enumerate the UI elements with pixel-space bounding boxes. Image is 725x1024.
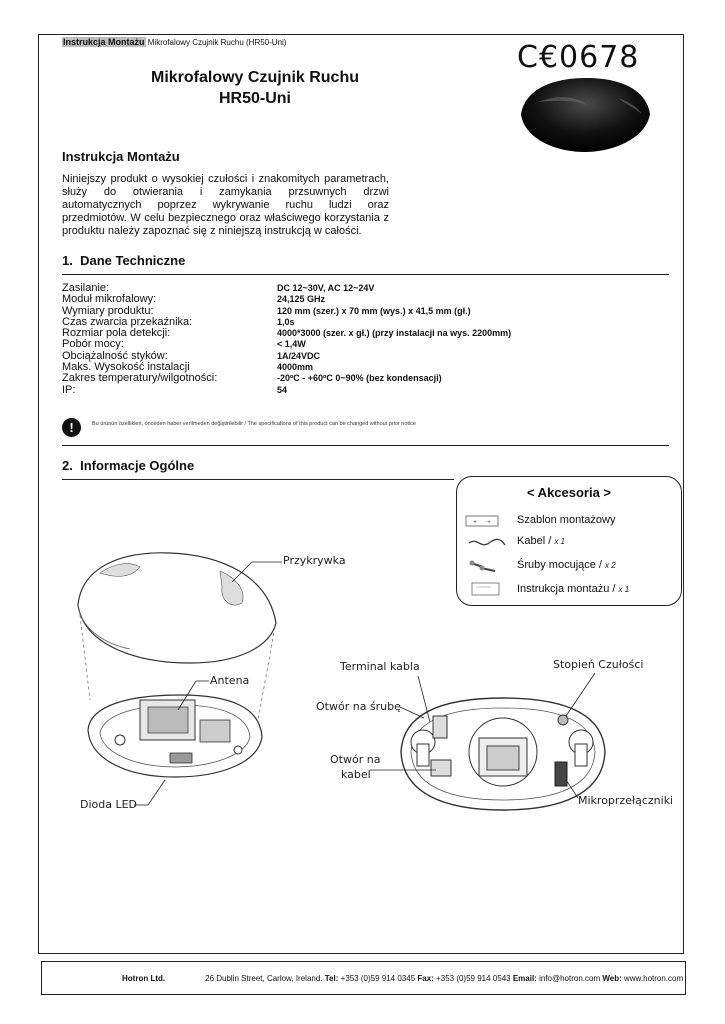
footer-email[interactable]: info@hotron.com: [539, 974, 601, 983]
label-cable-hole-2: kabel: [341, 768, 371, 781]
section2-number: 2.: [62, 458, 73, 473]
section2-title: Informacje Ogólne: [80, 458, 195, 473]
spec-label: Wymiary produktu:: [62, 304, 154, 317]
spec-value: 120 mm (szer.) x 70 mm (wys.) x 41,5 mm (gł.): [277, 305, 471, 316]
label-screw-hole: Otwór na śrubę: [316, 700, 401, 713]
section1-number: 1.: [62, 253, 73, 268]
spec-label: Czas zwarcia przekaźnika:: [62, 315, 193, 328]
header-doc-type: Instrukcja Montażu: [63, 37, 145, 47]
spec-label: Maks. Wysokość instalacji: [62, 361, 190, 374]
spec-value: -20ºC - +60ºC 0~90% (bez kondensacji): [277, 373, 442, 384]
warning-icon: !: [62, 418, 81, 437]
label-cable-terminal: Terminal kabla: [340, 660, 420, 673]
spec-label: Zasilanie:: [62, 282, 110, 294]
footer-tel: +353 (0)59 914 0345: [340, 974, 416, 983]
intro-heading: Instrukcja Montażu: [62, 149, 180, 164]
spec-label: IP:: [62, 383, 76, 396]
spec-value: 4000*3000 (szer. x gł.) (przy instalacji na wys. 2200mm): [277, 328, 512, 339]
label-antenna: Antena: [210, 674, 250, 687]
section1-title: Dane Techniczne: [80, 253, 186, 268]
accessory-item: Kabel / x 1: [517, 535, 565, 547]
spec-label: Zakres temperatury/wilgotności:: [62, 372, 218, 385]
spec-label: Rozmiar pola detekcji:: [62, 327, 171, 340]
label-dip-switches: Mikroprzełączniki: [578, 794, 674, 807]
svg-text:+: +: [473, 519, 478, 526]
spec-value: 4000mm: [277, 362, 314, 373]
spec-value: 24,125 GHz: [277, 294, 326, 305]
header-doc-subtitle: Mikrofalowy Czujnik Ruchu (HR50-Uni): [147, 38, 287, 47]
spec-label: Obciążalność styków:: [62, 349, 168, 362]
spec-value: 1A/24VDC: [277, 350, 321, 361]
spec-label: Moduł mikrofalowy:: [62, 293, 157, 306]
warning-text: Bu ürünün özellikleri, önceden haber verilmeden değiştirilebilir / The specifications of this product can be changed without prior notice: [92, 421, 416, 427]
spec-value: 1,0s: [277, 316, 295, 327]
footer-fax: +353 (0)59 914 0543: [436, 974, 511, 983]
ce-mark: C€0678: [517, 40, 640, 75]
page-title-model: HR50-Uni: [218, 90, 291, 107]
spec-value: DC 12~30V, AC 12~24V: [277, 283, 375, 293]
page-title: Mikrofalowy Czujnik Ruchu: [150, 69, 359, 86]
label-led: Dioda LED: [80, 798, 138, 811]
label-sensitivity: Stopień Czułości: [553, 658, 644, 671]
accessory-item: Instrukcja montażu / x 1: [517, 583, 630, 595]
intro-text: Niniejszy produkt o wysokiej czułości i znakomitych parametrach, służy do otwierania i zamykania przsuwnych drzwi automatycznych poprzez wykrywanie ruchu ludzi oraz przedmiotów. W celu bezpiecznego oraz właściwego korzystania z produktu należy zapoznać się z niniejszą instrukcją w całości.: [62, 173, 389, 237]
footer-contact: Hotron Ltd. 26 Dublin Street, Carlow, Ireland. Tel: +353 (0)59 914 0345 Fax: +353 (0)59 914 0543 Email: info@hotron.com Web: www.hotron.com: [122, 974, 684, 983]
svg-text:+: +: [487, 519, 492, 526]
footer: [41, 961, 686, 995]
footer-web[interactable]: www.hotron.com: [624, 974, 684, 983]
footer-address: 26 Dublin Street, Carlow, Ireland.: [205, 974, 323, 983]
accessory-item: Śruby mocujące / x 2: [517, 559, 616, 571]
spec-label: Pobór mocy:: [62, 338, 124, 351]
spec-value: 54: [277, 384, 288, 395]
footer-company: Hotron Ltd.: [122, 974, 166, 983]
label-cable-hole-1: Otwór na: [330, 753, 381, 766]
accessory-item: Szablon montażowy: [517, 514, 616, 526]
accessories-title: < Akcesoria >: [526, 485, 612, 500]
spec-value: < 1,4W: [277, 339, 306, 350]
label-cover: Przykrywka: [283, 554, 346, 567]
